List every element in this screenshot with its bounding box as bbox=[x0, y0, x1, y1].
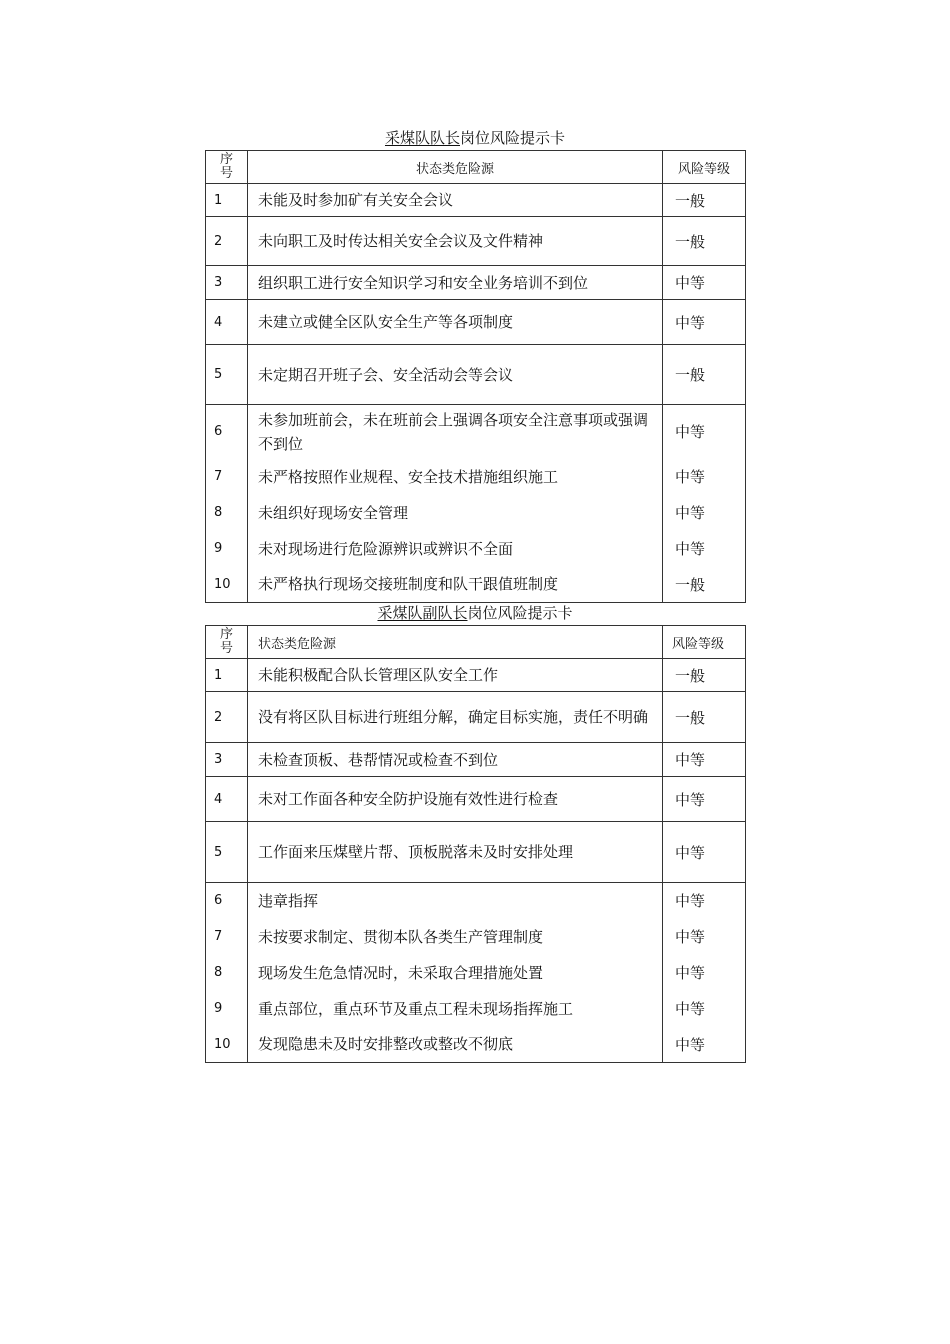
row-no: 9 bbox=[206, 531, 248, 567]
row-no: 4 bbox=[206, 777, 248, 822]
table-row bbox=[206, 459, 746, 495]
row-level: 中等 bbox=[663, 495, 746, 531]
table-row bbox=[206, 777, 746, 822]
row-level: 一般 bbox=[663, 345, 746, 405]
card-1-table bbox=[205, 150, 746, 603]
table-row bbox=[206, 405, 746, 459]
card-1-title bbox=[205, 129, 745, 147]
row-no: 1 bbox=[206, 184, 248, 217]
row-source: 未组织好现场安全管理 bbox=[248, 495, 663, 531]
table-row bbox=[206, 822, 746, 883]
row-no: 8 bbox=[206, 955, 248, 991]
row-source: 没有将区队目标进行班组分解，确定目标实施，责任不明确 bbox=[248, 692, 663, 743]
row-no: 2 bbox=[206, 217, 248, 266]
row-level: 中等 bbox=[663, 743, 746, 777]
row-source: 未严格执行现场交接班制度和队干跟值班制度 bbox=[248, 567, 663, 603]
row-source: 未定期召开班子会、安全活动会等会议 bbox=[248, 345, 663, 405]
row-source: 未对工作面各种安全防护设施有效性进行检查 bbox=[248, 777, 663, 822]
col-header-level: 风险等级 bbox=[663, 626, 746, 659]
row-level: 中等 bbox=[663, 531, 746, 567]
row-no: 10 bbox=[206, 1027, 248, 1063]
row-source: 未参加班前会，未在班前会上强调各项安全注意事项或强调不到位 bbox=[248, 405, 663, 459]
table-row bbox=[206, 345, 746, 405]
row-no: 3 bbox=[206, 266, 248, 300]
col-header-source: 状态类危险源 bbox=[248, 626, 663, 659]
col-header-source: 状态类危险源 bbox=[248, 151, 663, 184]
row-no: 6 bbox=[206, 883, 248, 919]
row-no: 9 bbox=[206, 991, 248, 1027]
row-source: 违章指挥 bbox=[248, 883, 663, 919]
col-header-no: 序 号 bbox=[206, 151, 248, 184]
row-level: 中等 bbox=[663, 266, 746, 300]
row-no: 7 bbox=[206, 919, 248, 955]
row-source: 未建立或健全区队安全生产等各项制度 bbox=[248, 300, 663, 345]
table-row bbox=[206, 919, 746, 955]
table-header-row bbox=[206, 626, 746, 659]
table-row bbox=[206, 184, 746, 217]
row-level: 一般 bbox=[663, 659, 746, 692]
row-source: 组织职工进行安全知识学习和安全业务培训不到位 bbox=[248, 266, 663, 300]
card-2-title-underlined: 采煤队副队长 bbox=[377, 604, 468, 622]
row-source: 工作面来压煤壁片帮、顶板脱落未及时安排处理 bbox=[248, 822, 663, 883]
table-row bbox=[206, 659, 746, 692]
row-source: 未按要求制定、贯彻本队各类生产管理制度 bbox=[248, 919, 663, 955]
row-source: 现场发生危急情况时，未采取合理措施处置 bbox=[248, 955, 663, 991]
card-1-title-underlined: 采煤队队长 bbox=[384, 129, 460, 147]
row-level: 一般 bbox=[663, 184, 746, 217]
row-no: 7 bbox=[206, 459, 248, 495]
table-row bbox=[206, 743, 746, 777]
row-no: 1 bbox=[206, 659, 248, 692]
table-row bbox=[206, 991, 746, 1027]
card-1-title-rest: 岗位风险提示卡 bbox=[460, 129, 566, 147]
row-level: 中等 bbox=[663, 883, 746, 919]
table-row bbox=[206, 266, 746, 300]
row-level: 中等 bbox=[663, 991, 746, 1027]
card-2-title bbox=[205, 604, 745, 622]
table-row bbox=[206, 955, 746, 991]
row-level: 一般 bbox=[663, 692, 746, 743]
table-row bbox=[206, 217, 746, 266]
card-2-title-rest: 岗位风险提示卡 bbox=[467, 604, 573, 622]
row-level: 中等 bbox=[663, 405, 746, 459]
row-source: 未严格按照作业规程、安全技术措施组织施工 bbox=[248, 459, 663, 495]
row-level: 中等 bbox=[663, 777, 746, 822]
table-row bbox=[206, 1027, 746, 1063]
row-level: 中等 bbox=[663, 1027, 746, 1063]
row-no: 8 bbox=[206, 495, 248, 531]
row-source: 未检查顶板、巷帮情况或检查不到位 bbox=[248, 743, 663, 777]
row-level: 中等 bbox=[663, 300, 746, 345]
table-row bbox=[206, 883, 746, 919]
row-source: 重点部位，重点环节及重点工程未现场指挥施工 bbox=[248, 991, 663, 1027]
col-header-no: 序 号 bbox=[206, 626, 248, 659]
row-no: 5 bbox=[206, 822, 248, 883]
row-source: 未能及时参加矿有关安全会议 bbox=[248, 184, 663, 217]
table-row bbox=[206, 495, 746, 531]
table-header-row bbox=[206, 151, 746, 184]
row-no: 10 bbox=[206, 567, 248, 603]
table-row bbox=[206, 692, 746, 743]
row-level: 中等 bbox=[663, 822, 746, 883]
row-level: 中等 bbox=[663, 459, 746, 495]
row-no: 4 bbox=[206, 300, 248, 345]
row-source: 未对现场进行危险源辨识或辨识不全面 bbox=[248, 531, 663, 567]
row-source: 未向职工及时传达相关安全会议及文件精神 bbox=[248, 217, 663, 266]
row-no: 2 bbox=[206, 692, 248, 743]
row-source: 发现隐患未及时安排整改或整改不彻底 bbox=[248, 1027, 663, 1063]
row-level: 中等 bbox=[663, 919, 746, 955]
row-level: 一般 bbox=[663, 217, 746, 266]
table-row bbox=[206, 531, 746, 567]
row-level: 一般 bbox=[663, 567, 746, 603]
col-header-level: 风险等级 bbox=[663, 151, 746, 184]
card-2-table bbox=[205, 625, 746, 1063]
table-row bbox=[206, 567, 746, 603]
row-source: 未能积极配合队长管理区队安全工作 bbox=[248, 659, 663, 692]
row-no: 5 bbox=[206, 345, 248, 405]
row-no: 6 bbox=[206, 405, 248, 459]
row-no: 3 bbox=[206, 743, 248, 777]
row-level: 中等 bbox=[663, 955, 746, 991]
table-row bbox=[206, 300, 746, 345]
